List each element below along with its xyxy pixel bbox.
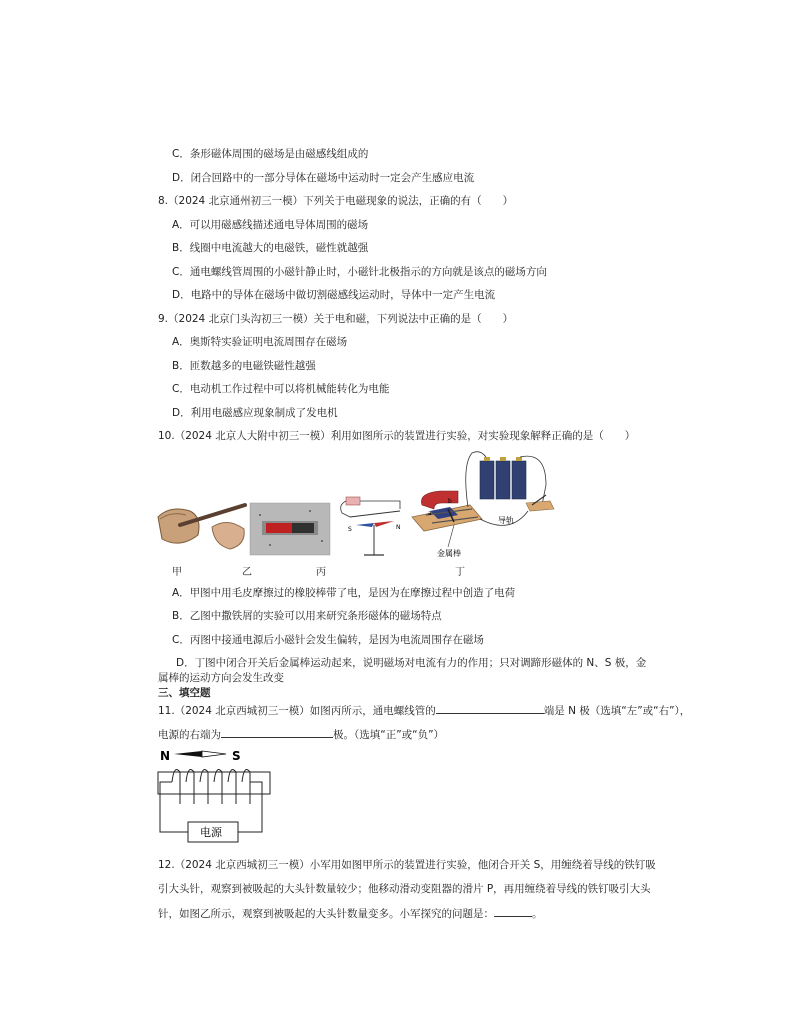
- question-12-line1: 12.（2024 北京西城初三一模）小军用如图甲所示的装置进行实验，他闭合开关 S，用缠绕着导线的铁钉吸: [158, 859, 656, 871]
- compass-needle-light: [202, 751, 226, 757]
- q9-option-c: C．电动机工作过程中可以将机械能转化为电能: [172, 383, 390, 395]
- figure-bing-oersted: [341, 497, 401, 555]
- q10-option-d-line1: D．丁图中闭合开关后金属棒运动起来，说明磁场对电流有力的作用；只对调蹄形磁体的 N、S 极，金: [176, 657, 647, 669]
- figure-label-bing: 丙: [316, 567, 326, 578]
- fig-rail-label: 导轨: [498, 516, 514, 525]
- fig-b-label: b: [448, 498, 452, 505]
- q11-blank-2[interactable]: [221, 726, 333, 738]
- figure-label-yi: 乙: [242, 567, 252, 578]
- q10-figure: [150, 445, 560, 580]
- question-12-line2: 引大头针，观察到被吸起的大头针数量较少；他移动滑动变阻器的滑片 P，再用缠绕着导线的铁钉吸引大头: [158, 883, 651, 895]
- fig-a-label: a: [428, 510, 432, 517]
- option-d-prev: D．闭合回路中的一部分导体在磁场中运动时一定会产生感应电流: [172, 172, 475, 184]
- q8-option-a: A．可以用磁感线描述通电导体周围的磁场: [172, 219, 369, 231]
- solenoid-coil: [172, 770, 250, 804]
- figure-ding-motor: [412, 452, 554, 558]
- solenoid-diagram: [150, 742, 280, 854]
- q10-option-b: B．乙图中撒铁屑的实验可以用来研究条形磁体的磁场特点: [172, 610, 442, 622]
- wire-left: [160, 782, 188, 832]
- q9-option-d: D．利用电磁感应现象制成了发电机: [172, 407, 338, 419]
- section-fill-blank-title: 三、填空题: [158, 687, 211, 699]
- question-9-stem: 9.（2024 北京门头沟初三一模）关于电和磁，下列说法中正确的是（ ）: [158, 313, 514, 325]
- figure-label-jia: 甲: [172, 567, 182, 578]
- q10-option-c: C．丙图中接通电源后小磁针会发生偏转，是因为电流周围存在磁场: [172, 634, 484, 646]
- power-source-label: 电源: [200, 826, 222, 839]
- figure-jia-rubbing: [158, 505, 245, 549]
- q11-text-1b: 端是 N 极（选填“左”或“右”），: [543, 705, 691, 717]
- q10-option-d-line2: 属棒的运动方向会发生改变: [158, 672, 284, 684]
- solenoid-core: [158, 772, 270, 794]
- q12-text-3: 针，如图乙所示，观察到被吸起的大头针数量变多。小军探究的问题是：: [158, 908, 494, 920]
- q11-text-2a: 电源的右端为: [158, 729, 221, 741]
- figure-yi-iron-filings: [250, 503, 330, 555]
- compass-needle-dark: [174, 751, 202, 757]
- question-11-line1: [158, 702, 690, 718]
- q11-text-2b: 极。（选填“正”或“负”）: [333, 729, 445, 741]
- q9-option-a: A．奥斯特实验证明电流周围存在磁场: [172, 336, 348, 348]
- question-12-line3: [158, 905, 543, 921]
- q12-tail: 。: [532, 908, 543, 920]
- q8-option-d: D．电路中的导体在磁场中做切割磁感线运动时，导体中一定产生电流: [172, 289, 496, 301]
- fig-rod-label: 金属棒: [437, 549, 461, 558]
- q11-text-1a: 11.（2024 北京西城初三一模）如图丙所示，通电螺线管的: [158, 705, 436, 717]
- fig-n-label: N: [396, 524, 401, 531]
- q8-option-b: B．线圈中电流越大的电磁铁，磁性就越强: [172, 242, 369, 254]
- q10-option-a: A．甲图中用毛皮摩擦过的橡胶棒带了电，是因为在摩擦过程中创造了电荷: [172, 587, 516, 599]
- compass-s-label: S: [232, 749, 241, 763]
- question-11-line2: [158, 726, 444, 742]
- option-c-prev: C．条形磁体周围的磁场是由磁感线组成的: [172, 148, 369, 160]
- question-8-stem: 8.（2024 北京通州初三一模）下列关于电磁现象的说法，正确的有（ ）: [158, 195, 514, 207]
- figure-label-ding: 丁: [455, 567, 465, 578]
- fig-s-label: S: [348, 526, 352, 533]
- q9-option-b: B．匝数越多的电磁铁磁性越强: [172, 360, 316, 372]
- q8-option-c: C．通电螺线管周围的小磁针静止时，小磁针北极指示的方向就是该点的磁场方向: [172, 266, 547, 278]
- compass-n-label: N: [160, 749, 171, 763]
- q11-blank-1[interactable]: [436, 702, 544, 714]
- question-10-stem: 10.（2024 北京人大附中初三一模）利用如图所示的装置进行实验，对实验现象解释正确的是（ ）: [158, 430, 636, 442]
- q12-blank[interactable]: [494, 905, 532, 917]
